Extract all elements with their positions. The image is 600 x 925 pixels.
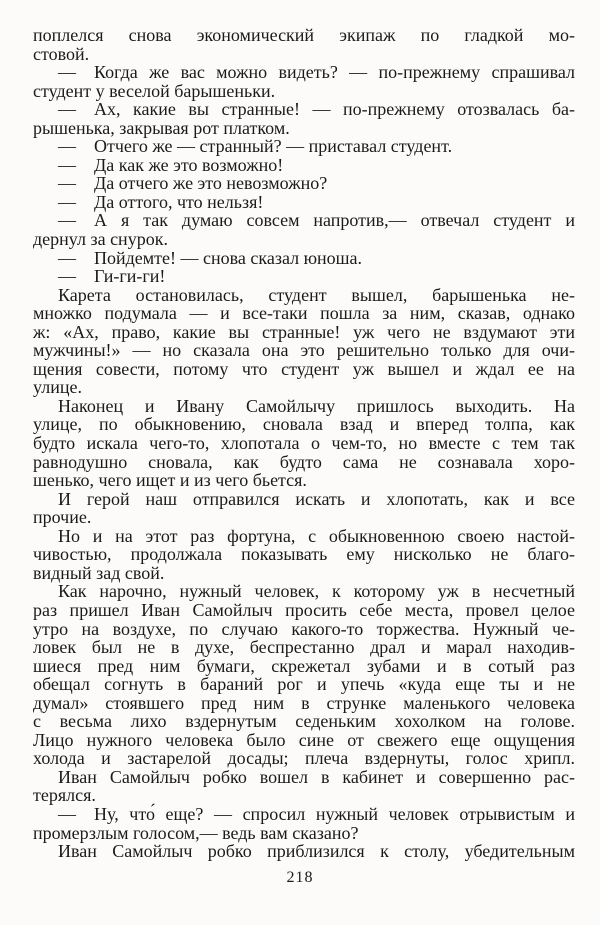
text-line: щения совести, потому что студент уж вышел и ждал ее на <box>33 358 575 379</box>
text-line: Как нарочно, нужный человек, к которому уж в несчетный <box>58 581 575 602</box>
text-line: — Ну, что́ еще? — спросил нужный человек отрывистым и <box>58 803 575 824</box>
text-line: шенько, чего ищет и из чего бьется. <box>33 470 307 491</box>
text-line: — Ги-ги-ги! <box>58 266 166 287</box>
text-line: — Да оттого, что нельзя! <box>58 191 264 212</box>
text-line: промерзлым голосом,— ведь вам сказано? <box>33 822 359 843</box>
text-line: Но и на этот раз фортуна, с обыкновенною своею настой- <box>58 525 575 546</box>
text-line: холода и застарелой досады; плеча вздернуты, голос хрипл. <box>33 748 575 769</box>
text-line: утро на воздухе, по случаю какого-то торжества. Нужный че- <box>33 618 575 639</box>
text-line: улице. <box>33 377 82 398</box>
text-line: шиеся пред ним бумаги, скрежетал зубами и в сотый раз <box>33 655 575 676</box>
text-block <box>33 26 575 861</box>
text-line: — Да как же это возможно! <box>58 154 284 175</box>
page-number: 218 <box>286 869 314 886</box>
text-line: видный зад свой. <box>33 562 165 583</box>
text-line: — Отчего же — странный? — приставал студент. <box>58 136 453 157</box>
text-line: обещал согнуть в бараний рог и упечь «куда еще ты и не <box>33 674 575 695</box>
text-line: множко подумала — и все-таки пошла за ним, сказав, однако <box>33 303 575 324</box>
text-line: с весьма лихо вздернутым седеньким хохолком на голове. <box>33 711 575 732</box>
text-line: мужчины!» — но сказала она это решительно только для очи- <box>33 340 575 361</box>
text-line: чивостью, продолжала показывать ему нисколько не благо- <box>33 544 575 565</box>
text-line: рышенька, закрывая рот платком. <box>33 117 290 138</box>
text-line: Лицо нужного человека было сине от свежего еще ощущения <box>33 729 575 750</box>
text-line: раз пришел Иван Самойлыч просить себе места, провел целое <box>33 599 575 620</box>
text-line: думал» стоявшего пред ним в струнке маленького человека <box>33 692 575 713</box>
text-line: Иван Самойлыч робко вошел в кабинет и совершенно рас- <box>58 766 575 787</box>
text-line: ловек был не в духе, беспрестанно драл и марал находив- <box>33 637 575 658</box>
text-line: прочие. <box>33 507 92 528</box>
text-line: будто искала чего-то, хлопотала о чем-то, но вместе с тем так <box>33 433 575 454</box>
text-line: поплелся снова экономический экипаж по гладкой мо- <box>33 25 575 45</box>
text-line: — Да отчего же это невозможно? <box>58 173 328 194</box>
text-line: — Ах, какие вы странные! — по-прежнему отозвалась ба- <box>58 99 575 120</box>
text-line: И герой наш отправился искать и хлопотать, как и все <box>58 488 575 509</box>
text-line: Карета остановилась, студент вышел, барышенька не- <box>58 284 575 305</box>
text-line: Иван Самойлыч робко приблизился к столу, убедительным <box>58 841 575 862</box>
text-line: — Пойдемте! — снова сказал юноша. <box>58 247 363 268</box>
text-line: Наконец и Ивану Самойлычу пришлось выходить. На <box>58 395 575 416</box>
text-line: — А я так думаю совсем напротив,— отвечал студент и <box>58 210 575 231</box>
text-line: терялся. <box>33 785 96 806</box>
text-line: улице, по обыкновению, сновала взад и вперед толпа, как <box>33 414 575 435</box>
text-line: — Когда же вас можно видеть? — по-прежнему спрашивал <box>58 62 575 83</box>
text-line: дернул за снурок. <box>33 229 168 250</box>
text-line: студент у веселой барышеньки. <box>33 80 276 101</box>
text-line: стовой. <box>33 43 90 64</box>
text-line: ж: «Ах, право, какие вы странные! уж чего не вздумают эти <box>33 321 575 342</box>
text-line: равнодушно сновала, как будто сама не сознавала хоро- <box>33 451 575 472</box>
